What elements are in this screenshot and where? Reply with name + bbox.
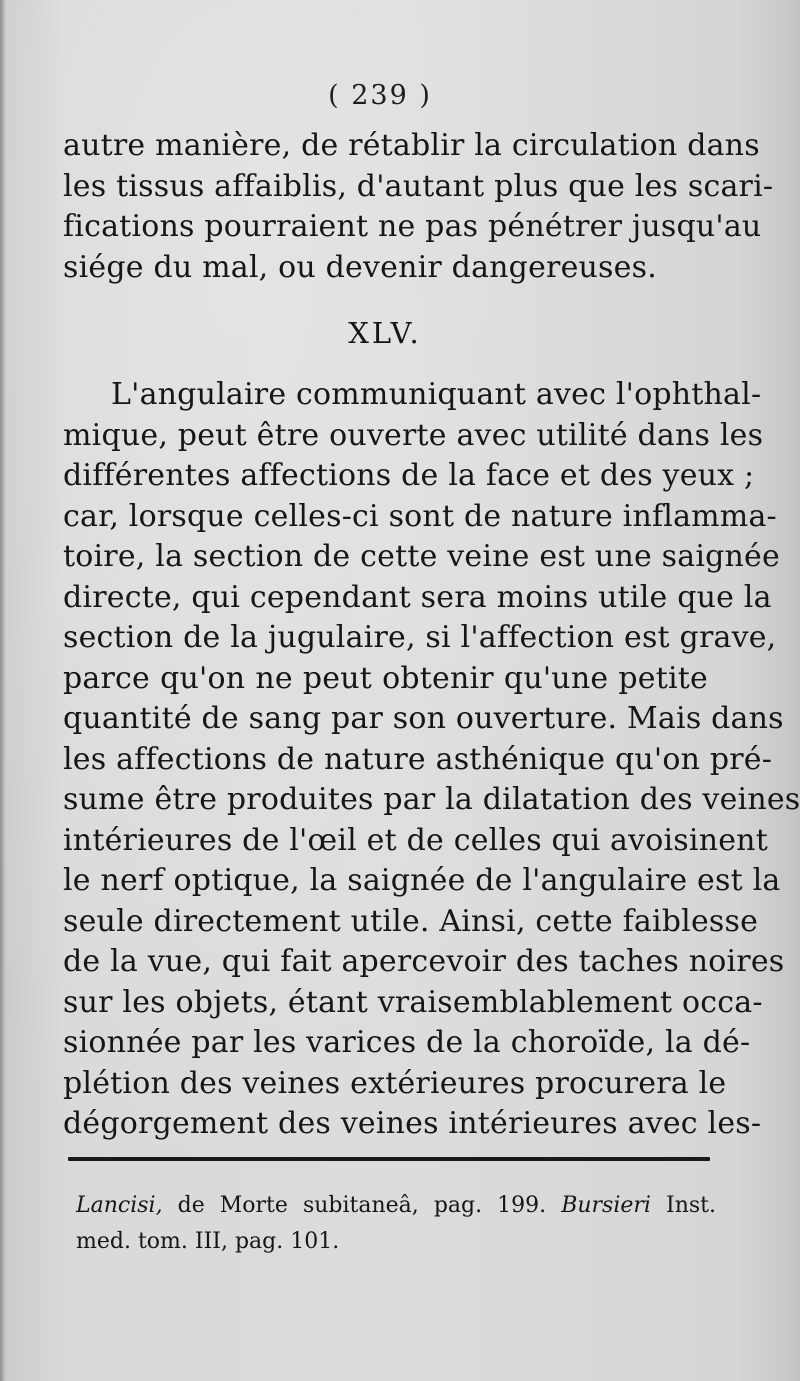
- continued-paragraph: [63, 126, 774, 288]
- text-line: de la vue, qui fait apercevoir des taches noires: [63, 944, 785, 979]
- text-line: plétion des veines extérieures procurera le: [63, 1065, 727, 1101]
- text-line: seule directement utile. Ainsi, cette faiblesse: [63, 903, 759, 939]
- text-line: intérieures de l'œil et de celles qui avoisinent: [63, 822, 768, 858]
- footnote-author: Bursieri: [561, 1193, 651, 1218]
- section-paragraph: [63, 375, 800, 1145]
- text-line: siége du mal, ou devenir dangereuses.: [63, 249, 657, 285]
- text-line: directe, qui cependant sera moins utile que la: [63, 579, 772, 615]
- footnote-author: Lancisi,: [76, 1193, 163, 1218]
- section-heading: XLV.: [348, 316, 422, 350]
- footnote-text: Inst.: [666, 1193, 716, 1218]
- footnote-line: [76, 1188, 716, 1224]
- text-line: quantité de sang par son ouverture. Mais dans: [63, 701, 784, 736]
- text-line: sionnée par les varices de la choroïde, la dé-: [63, 1025, 751, 1060]
- text-line: parce qu'on ne peut obtenir qu'une petite: [63, 660, 708, 696]
- text-line: sur les objets, étant vraisemblablement occa-: [63, 984, 763, 1020]
- footnote-line: med. tom. III, pag. 101.: [76, 1229, 340, 1254]
- text-line: L'angulaire communiquant avec l'ophthal-: [111, 377, 762, 412]
- text-line: différentes affections de la face et des yeux ;: [63, 458, 755, 493]
- text-line: autre manière, de rétablir la circulation dans: [63, 128, 760, 163]
- text-line: le nerf optique, la saignée de l'angulaire est la: [63, 863, 781, 898]
- text-line: dégorgement des veines intérieures avec les-: [63, 1106, 762, 1141]
- text-line: sume être produites par la dilatation des veines: [63, 782, 800, 817]
- page-edge-shadow: [0, 0, 6, 1381]
- footnote-text: de Morte subitaneâ, pag. 199.: [177, 1193, 547, 1218]
- text-line: toire, la section de cette veine est une saignée: [63, 539, 780, 574]
- text-line: les affections de nature asthénique qu'on pré-: [63, 741, 773, 777]
- footnote-divider: [68, 1157, 710, 1161]
- text-line: mique, peut être ouverte avec utilité dans les: [63, 417, 764, 453]
- text-line: section de la jugulaire, si l'affection est grave,: [63, 620, 777, 655]
- text-line: les tissus affaiblis, d'autant plus que les scari-: [63, 168, 774, 204]
- footnote: [76, 1188, 716, 1260]
- text-line: car, lorsque celles-ci sont de nature inflamma-: [63, 498, 777, 534]
- page-number: ( 239 ): [328, 80, 432, 111]
- text-line: fications pourraient ne pas pénétrer jusqu'au: [63, 209, 762, 244]
